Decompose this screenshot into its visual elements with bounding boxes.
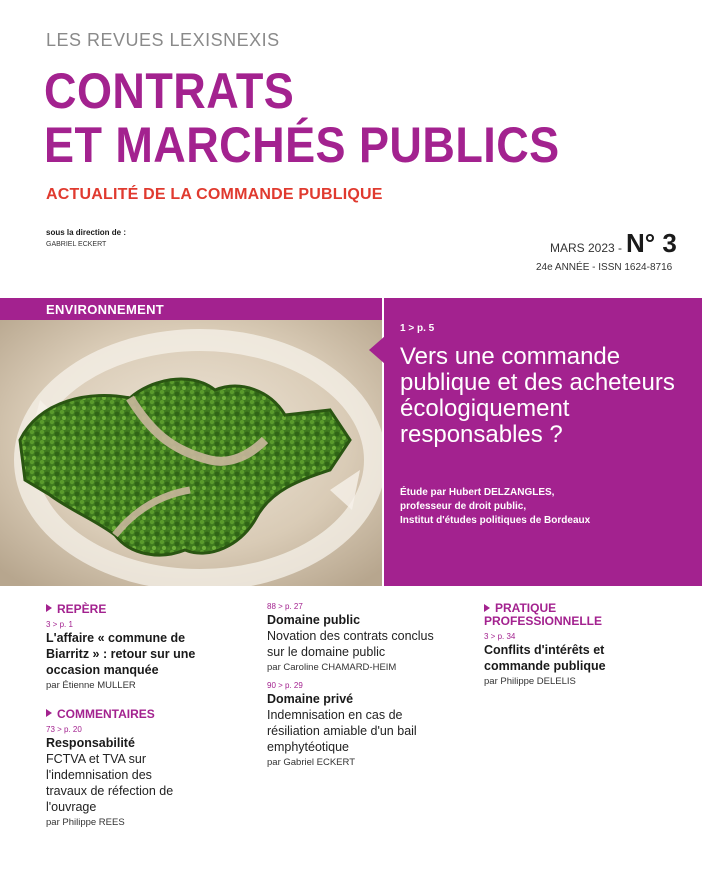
byline-line1: Étude par Hubert DELZANGLES, <box>400 487 555 498</box>
byline-line2: professeur de droit public, <box>400 501 527 512</box>
issue-date: MARS 2023 - <box>550 241 623 255</box>
section-pratique <box>484 602 664 628</box>
article-author: par Caroline CHAMARD-HEIM <box>267 662 397 673</box>
feature-section-label: ENVIRONNEMENT <box>46 302 165 317</box>
triangle-bullet-icon <box>46 709 52 717</box>
section-label <box>484 601 603 628</box>
publisher-name: LES REVUES LEXISNEXIS <box>46 30 280 50</box>
journal-title-line1: CONTRATS <box>44 63 295 119</box>
article-ref: 88 > p. 27 <box>267 602 303 611</box>
feature-byline <box>400 486 690 528</box>
moss-handshake-illustration <box>0 320 382 586</box>
article-author: par Gabriel ECKERT <box>267 757 355 768</box>
direction-label: sous la direction de : <box>46 228 127 237</box>
byline-line3: Institut d'études politiques de Bordeaux <box>400 515 591 526</box>
article-description: Indemnisation en cas de résiliation amiable d'un bail emphytéotique <box>267 708 417 754</box>
section-label-line2: PROFESSIONNELLE <box>484 614 603 628</box>
section-commentaires <box>46 707 216 721</box>
article-author: par Étienne MULLER <box>46 680 136 691</box>
section-repere <box>46 602 216 616</box>
issue-info <box>550 228 677 259</box>
article-description: FCTVA et TVA sur l'indemnisation des travaux de réfection de l'ouvrage <box>46 752 174 814</box>
panel-pointer <box>369 336 385 364</box>
journal-title-line2: ET MARCHÉS PUBLICS <box>44 117 560 173</box>
director-name: GABRIEL ECKERT <box>46 241 107 248</box>
triangle-bullet-icon <box>46 604 52 612</box>
feature-photo <box>0 320 382 586</box>
section-label-line1: PRATIQUE <box>495 601 557 615</box>
column-middle <box>267 602 452 768</box>
article-title[interactable]: L'affaire « commune de Biarritz » : retour sur une occasion manquée <box>46 631 196 677</box>
triangle-bullet-icon <box>484 604 490 612</box>
section-label: REPÈRE <box>57 602 107 616</box>
column-left <box>46 602 216 828</box>
article-description: Novation des contrats conclus sur le domaine public <box>267 629 434 659</box>
issue-number: N° 3 <box>626 228 677 258</box>
article-ref: 3 > p. 34 <box>484 632 516 641</box>
article-title[interactable]: Conflits d'intérêts et commande publique <box>484 643 606 673</box>
feature-ref: 1 > p. 5 <box>400 323 435 334</box>
column-right <box>484 602 664 687</box>
article-title[interactable]: Responsabilité <box>46 736 135 750</box>
feature-headline[interactable]: Vers une commande publique et des acheteurs écologiquement responsables ? <box>400 343 675 448</box>
article-title[interactable]: Domaine privé <box>267 692 354 706</box>
issn-line: 24e ANNÉE - ISSN 1624-8716 <box>536 262 673 273</box>
article-author: par Philippe REES <box>46 817 125 828</box>
journal-subtitle: ACTUALITÉ DE LA COMMANDE PUBLIQUE <box>46 186 383 203</box>
article-ref: 73 > p. 20 <box>46 725 82 734</box>
article-author: par Philippe DELELIS <box>484 676 576 687</box>
article-title[interactable]: Domaine public <box>267 613 361 627</box>
section-label: COMMENTAIRES <box>57 707 155 721</box>
article-ref: 3 > p. 1 <box>46 620 73 629</box>
article-ref: 90 > p. 29 <box>267 681 303 690</box>
